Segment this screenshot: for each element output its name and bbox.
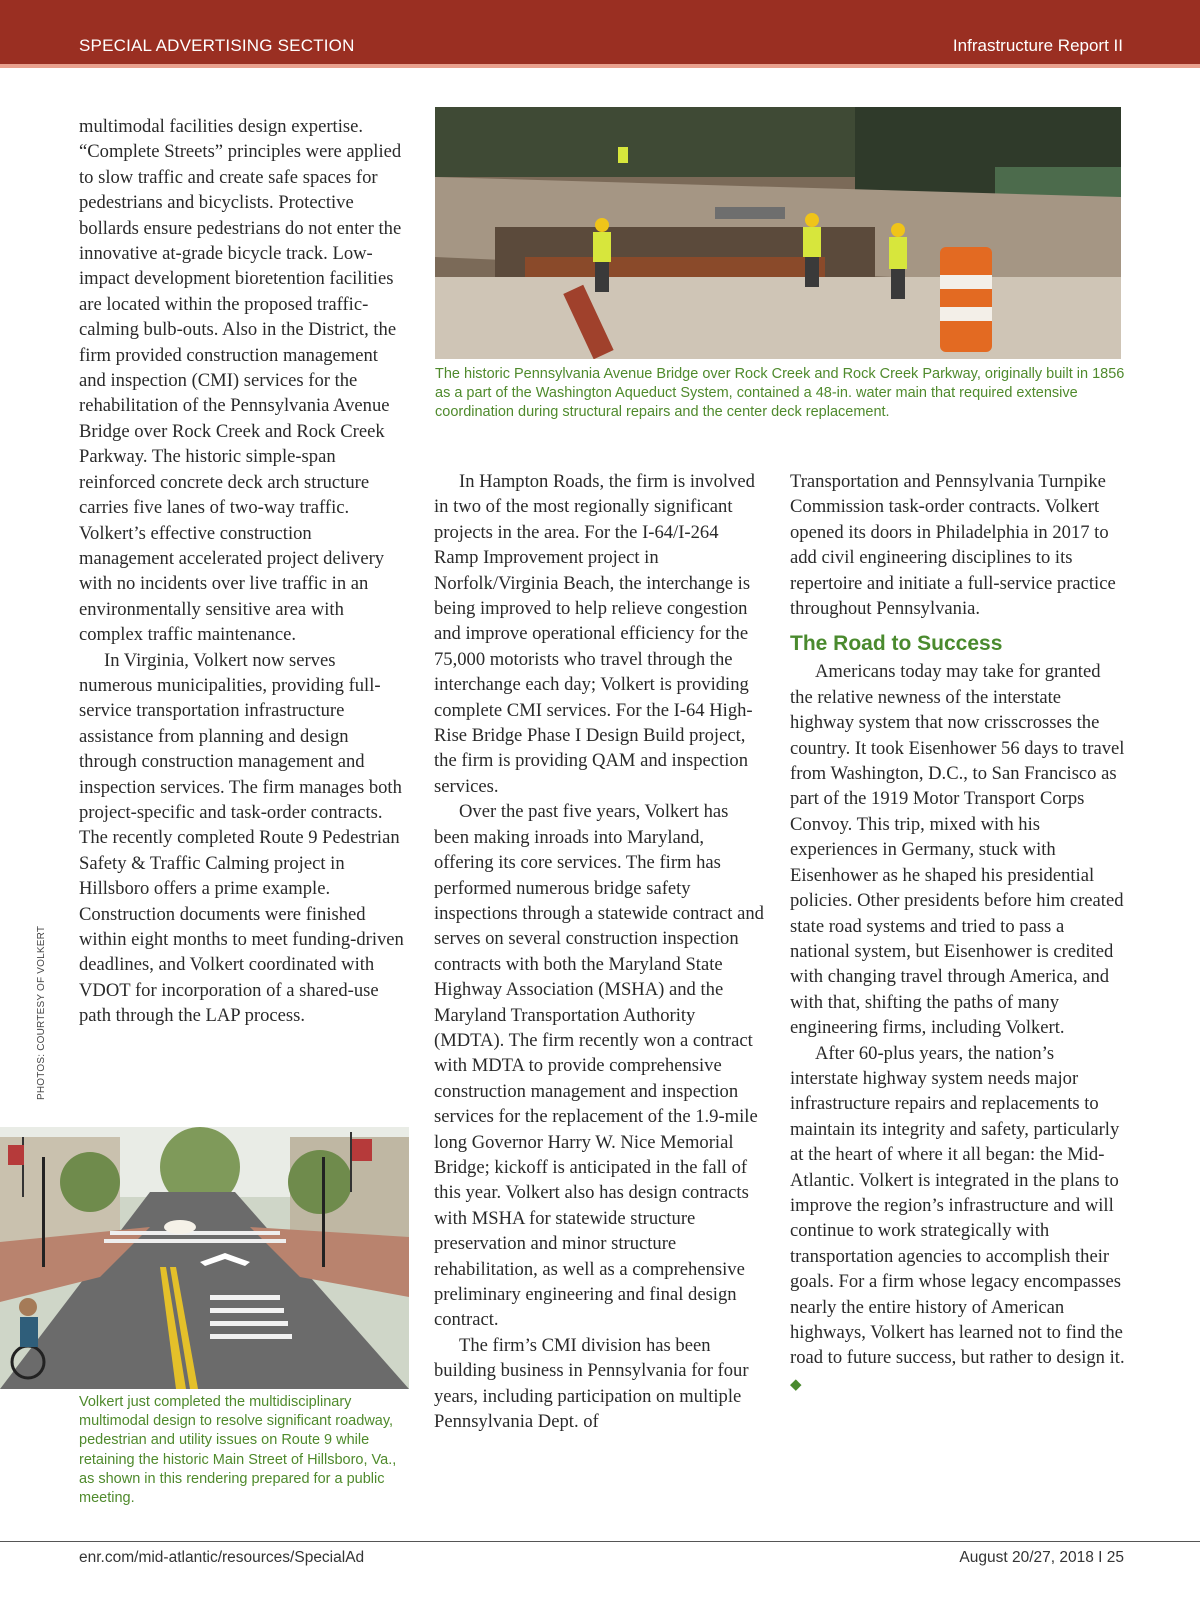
paragraph [790, 1041, 1125, 1399]
paragraph: Americans today may take for granted the relative newness of the interstate highway system that now crisscrosses the country. It took Eisenhower 56 days to travel from Washington, D.C., to San Francisco as part of the 1919 Motor Transport Corps Convoy. This trip, mixed with his experiences in Germany, stuck with Eisenhower as he shaped his presidential policies. Other presidents before him created state road systems and tried to pass a national system, but Eisenhower is credited with changing travel through America, and with that, shifting the paths of many engineering firms, including Volkert. [790, 661, 1125, 1039]
end-diamond-icon: ◆ [790, 1376, 802, 1393]
paragraph: In Virginia, Volkert now serves numerous municipalities, providing full-service transportation infrastructure assistance from planning and design through construction management and inspection services. The firm manages both project-specific and task-order contracts. The recently completed Route 9 Pedestrian Safety & Traffic Calming project in Hillsboro offers a prime example. Construction documents were finished within eight months to meet funding-driven deadlines, and Volkert coordinated with VDOT for incorporation of a shared-use path through the LAP process. [79, 649, 404, 1027]
article-column-3 [790, 469, 1125, 1398]
paragraph-text: After 60-plus years, the nation’s interstate highway system needs major infrastructure repairs and replacements to maintain its integrity and safety, particularly at the heart of where it all began: the Mid-Atlantic. Volkert is integrated in the plans to improve the region’s infrastructure and will continue to work strategically with transportation agencies to accomplish their goals. For a firm whose legacy encompasses nearly the entire history of American highways, Volkert has learned not to find the road to future success, but rather to design it. [790, 1042, 1125, 1369]
footer-divider [0, 1541, 1200, 1542]
section-label: SPECIAL ADVERTISING SECTION [79, 36, 355, 55]
street-rendering-image [0, 1127, 409, 1389]
paragraph: In Hampton Roads, the firm is involved in two of the most regionally significant projects in the area. For the I-64/I-264 Ramp Improvement project in Norfolk/Virginia Beach, the interchange is being improved to help relieve congestion and improve operational efficiency for the 75,000 motorists who travel through the interchange each day; Volkert is providing complete CMI services. For the I-64 High-Rise Bridge Phase I Design Build project, the firm is providing QAM and inspection services. [434, 471, 755, 797]
bottom-photo-caption: Volkert just completed the multidisciplinary multimodal design to resolve significant roadway, pedestrian and utility issues on Route 9 while retaining the historic Main Street of Hillsboro, Va., as shown in this rendering prepared for a public meeting. [79, 1394, 397, 1507]
bridge-construction-photo [435, 107, 1121, 359]
paragraph: The firm’s CMI division has been building business in Pennsylvania for four years, including participation on multiple Pennsylvania Dept. of [434, 1334, 749, 1433]
header-divider [0, 64, 1200, 68]
report-title: Infrastructure Report II [952, 36, 1123, 55]
article-column-1 [79, 114, 409, 1029]
footer-date-page: August 20/27, 2018 I 25 [959, 1549, 1124, 1566]
paragraph: Over the past five years, Volkert has been making inroads into Maryland, offering its core services. The firm has performed numerous bridge safety inspections through a statewide contract and serves on several construction inspection contracts with both the Maryland State Highway Association (MSHA) and the Maryland Transportation Authority (MDTA). The firm recently won a contract with MDTA to provide comprehensive construction management and inspection services for the replacement of the 1.9-mile long Governor Harry W. Nice Memorial Bridge; kickoff is anticipated in the fall of this year. Volkert also has design contracts with MSHA for statewide structure preservation and minor structure rehabilitation, as well as a comprehensive preliminary engineering and final design contract. [434, 801, 764, 1331]
article-column-2 [434, 469, 764, 1434]
paragraph: Transportation and Pennsylvania Turnpike Commission task-order contracts. Volkert opened its doors in Philadelphia in 2017 to add civil engineering disciplines to its repertoire and initiate a full-service practice throughout Pennsylvania. [790, 471, 1116, 620]
footer-url: enr.com/mid-atlantic/resources/SpecialAd [79, 1549, 365, 1566]
section-subheading: The Road to Success [790, 632, 1003, 656]
paragraph: multimodal facilities design expertise. “Complete Streets” principles were applied to slow traffic and create safe spaces for pedestrians and bicyclists. Protective bollards ensure pedestrians do not enter the innovative at-grade bicycle track. Low-impact development bioretention facilities are located within the proposed traffic-calming bulb-outs. Also in the District, the firm provided construction management and inspection (CMI) services for the rehabilitation of the Pennsylvania Avenue Bridge over Rock Creek and Rock Creek Parkway. The historic simple-span reinforced concrete deck arch structure carries five lanes of two-way traffic. Volkert’s effective construction management accelerated project delivery with no incidents over live traffic in an environmentally sensitive area with complex traffic maintenance. [79, 116, 402, 646]
top-photo-caption: The historic Pennsylvania Avenue Bridge over Rock Creek and Rock Creek Parkway, originally built in 1856 as a part of the Washington Aqueduct System, contained a 48-in. water main that required extensive coordination during structural repairs and the center deck replacement. [435, 366, 1125, 421]
photo-credit: PHOTOS: COURTESY OF VOLKERT [36, 925, 47, 1100]
